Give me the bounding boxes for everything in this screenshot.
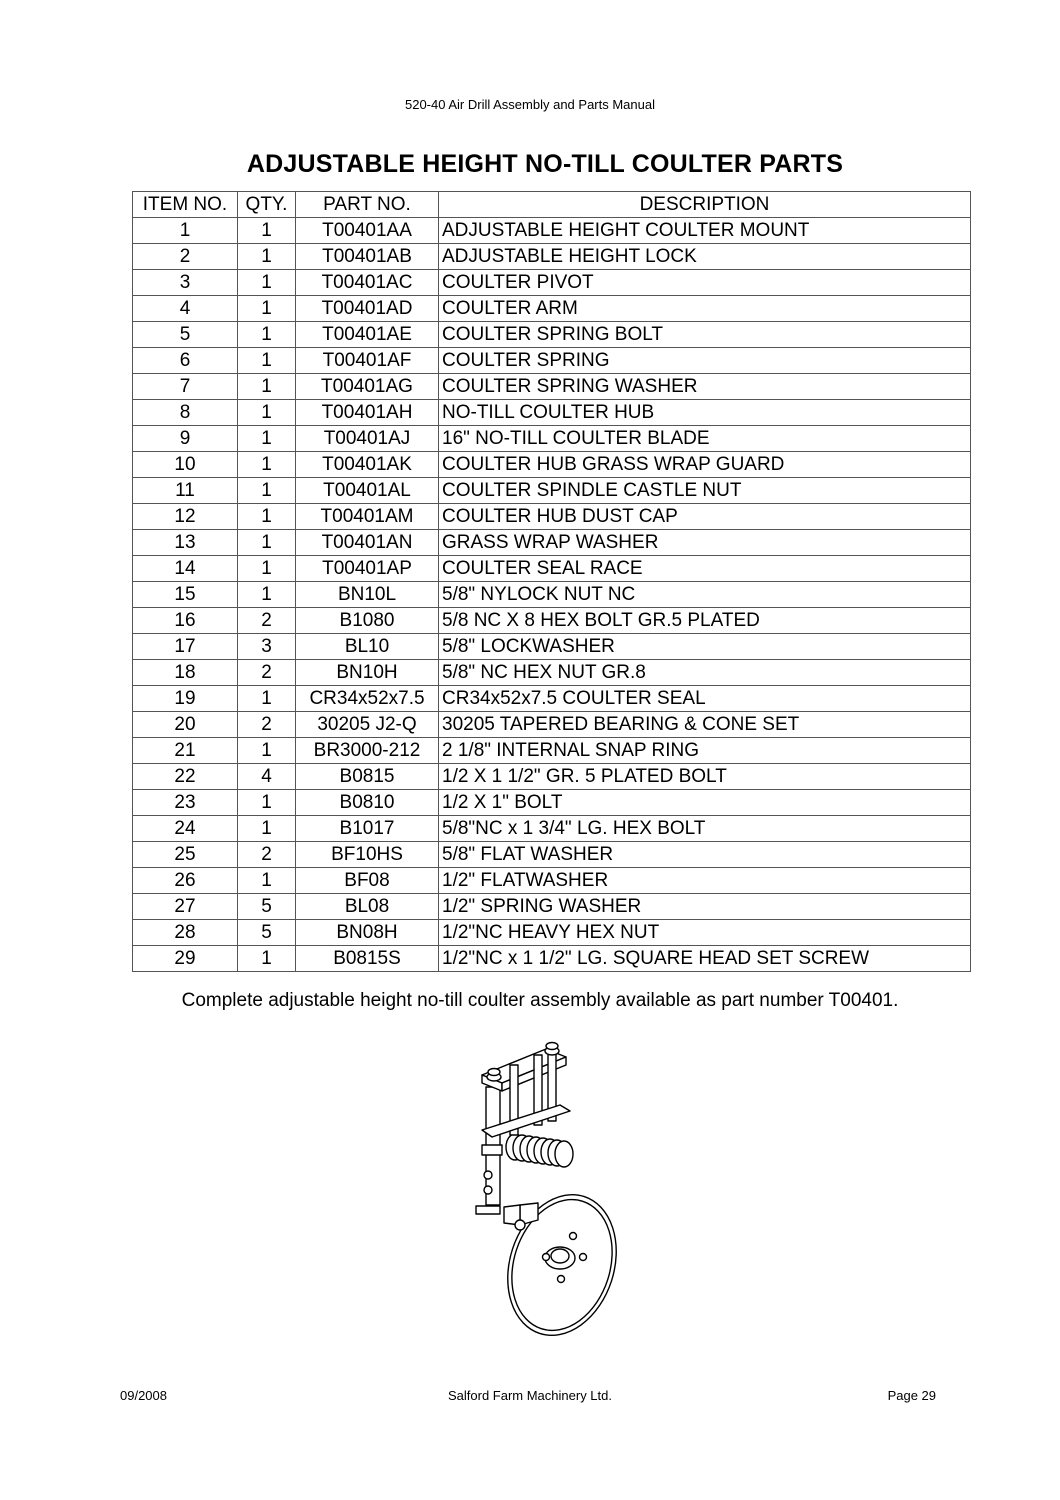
qty-cell: 1	[238, 504, 296, 530]
col-qty: QTY.	[238, 192, 296, 218]
part-no-cell: BN10L	[296, 582, 439, 608]
part-no-cell: B0815	[296, 764, 439, 790]
table-row	[133, 400, 971, 426]
part-no-cell: T00401AG	[296, 374, 439, 400]
coulter-spring-illustration	[506, 1134, 573, 1167]
description-cell: COULTER HUB GRASS WRAP GUARD	[439, 452, 971, 478]
description-cell: 5/8" NC HEX NUT GR.8	[439, 660, 971, 686]
description-cell: 5/8" NYLOCK NUT NC	[439, 582, 971, 608]
table-row	[133, 322, 971, 348]
item-no-cell: 27	[133, 894, 238, 920]
footer-page-number: Page 29	[887, 1388, 936, 1403]
description-cell: 30205 TAPERED BEARING & CONE SET	[439, 712, 971, 738]
item-no-cell: 11	[133, 478, 238, 504]
table-row	[133, 660, 971, 686]
item-no-cell: 23	[133, 790, 238, 816]
description-cell: NO-TILL COULTER HUB	[439, 400, 971, 426]
description-cell: COULTER ARM	[439, 296, 971, 322]
item-no-cell: 16	[133, 608, 238, 634]
description-cell: 5/8"NC x 1 3/4" LG. HEX BOLT	[439, 816, 971, 842]
table-row	[133, 608, 971, 634]
description-cell: COULTER PIVOT	[439, 270, 971, 296]
table-row	[133, 452, 971, 478]
qty-cell: 4	[238, 764, 296, 790]
table-row	[133, 582, 971, 608]
table-row	[133, 374, 971, 400]
table-row	[133, 244, 971, 270]
qty-cell: 2	[238, 712, 296, 738]
table-row	[133, 426, 971, 452]
part-no-cell: BF10HS	[296, 842, 439, 868]
qty-cell: 1	[238, 582, 296, 608]
table-row	[133, 738, 971, 764]
description-cell: 5/8" FLAT WASHER	[439, 842, 971, 868]
qty-cell: 1	[238, 218, 296, 244]
qty-cell: 1	[238, 478, 296, 504]
part-no-cell: B1017	[296, 816, 439, 842]
item-no-cell: 4	[133, 296, 238, 322]
part-no-cell: T00401AH	[296, 400, 439, 426]
item-no-cell: 19	[133, 686, 238, 712]
part-no-cell: T00401AJ	[296, 426, 439, 452]
item-no-cell: 18	[133, 660, 238, 686]
table-header-row	[133, 192, 971, 218]
description-cell: CR34x52x7.5 COULTER SEAL	[439, 686, 971, 712]
parts-table-body	[133, 218, 971, 972]
item-no-cell: 21	[133, 738, 238, 764]
item-no-cell: 9	[133, 426, 238, 452]
description-cell: 5/8" LOCKWASHER	[439, 634, 971, 660]
qty-cell: 1	[238, 556, 296, 582]
qty-cell: 2	[238, 608, 296, 634]
col-description: DESCRIPTION	[439, 192, 971, 218]
qty-cell: 1	[238, 244, 296, 270]
description-cell: ADJUSTABLE HEIGHT COULTER MOUNT	[439, 218, 971, 244]
part-no-cell: T00401AD	[296, 296, 439, 322]
item-no-cell: 22	[133, 764, 238, 790]
table-row	[133, 634, 971, 660]
part-no-cell: T00401AP	[296, 556, 439, 582]
part-no-cell: BF08	[296, 868, 439, 894]
part-no-cell: T00401AE	[296, 322, 439, 348]
qty-cell: 1	[238, 790, 296, 816]
manual-header: 520-40 Air Drill Assembly and Parts Manual	[404, 97, 655, 112]
footer-date: 09/2008	[120, 1388, 167, 1403]
table-row	[133, 816, 971, 842]
item-no-cell: 5	[133, 322, 238, 348]
coulter-assembly-drawing	[460, 1035, 630, 1340]
table-row	[133, 348, 971, 374]
table-row	[133, 556, 971, 582]
description-cell: 16" NO-TILL COULTER BLADE	[439, 426, 971, 452]
part-no-cell: BR3000-212	[296, 738, 439, 764]
footer-company: Salford Farm Machinery Ltd.	[447, 1388, 612, 1403]
item-no-cell: 14	[133, 556, 238, 582]
description-cell: ADJUSTABLE HEIGHT LOCK	[439, 244, 971, 270]
assembly-note: Complete adjustable height no-till coulter assembly available as part number T00401.	[181, 990, 899, 1011]
table-row	[133, 686, 971, 712]
part-no-cell: BN08H	[296, 920, 439, 946]
table-row	[133, 764, 971, 790]
qty-cell: 1	[238, 400, 296, 426]
part-no-cell: BL10	[296, 634, 439, 660]
qty-cell: 1	[238, 686, 296, 712]
part-no-cell: CR34x52x7.5	[296, 686, 439, 712]
table-row	[133, 712, 971, 738]
qty-cell: 1	[238, 374, 296, 400]
description-cell: COULTER SPRING BOLT	[439, 322, 971, 348]
item-no-cell: 25	[133, 842, 238, 868]
description-cell: COULTER SPRING	[439, 348, 971, 374]
qty-cell: 2	[238, 660, 296, 686]
qty-cell: 3	[238, 634, 296, 660]
qty-cell: 5	[238, 920, 296, 946]
item-no-cell: 20	[133, 712, 238, 738]
description-cell: COULTER SPINDLE CASTLE NUT	[439, 478, 971, 504]
qty-cell: 1	[238, 738, 296, 764]
qty-cell: 1	[238, 322, 296, 348]
item-no-cell: 26	[133, 868, 238, 894]
item-no-cell: 17	[133, 634, 238, 660]
qty-cell: 1	[238, 296, 296, 322]
item-no-cell: 29	[133, 946, 238, 972]
description-cell: 5/8 NC X 8 HEX BOLT GR.5 PLATED	[439, 608, 971, 634]
col-item-no: ITEM NO.	[133, 192, 238, 218]
part-no-cell: T00401AC	[296, 270, 439, 296]
col-part-no: PART NO.	[296, 192, 439, 218]
table-row	[133, 920, 971, 946]
part-no-cell: T00401AL	[296, 478, 439, 504]
item-no-cell: 10	[133, 452, 238, 478]
qty-cell: 1	[238, 270, 296, 296]
part-no-cell: T00401AN	[296, 530, 439, 556]
description-cell: 1/2" FLATWASHER	[439, 868, 971, 894]
description-cell: 1/2 X 1" BOLT	[439, 790, 971, 816]
table-row	[133, 946, 971, 972]
part-no-cell: T00401AF	[296, 348, 439, 374]
item-no-cell: 3	[133, 270, 238, 296]
qty-cell: 1	[238, 816, 296, 842]
description-cell: GRASS WRAP WASHER	[439, 530, 971, 556]
page-title: ADJUSTABLE HEIGHT NO-TILL COULTER PARTS	[246, 150, 844, 178]
description-cell: 1/2"NC x 1 1/2" LG. SQUARE HEAD SET SCREW	[439, 946, 971, 972]
description-cell: 1/2 X 1 1/2" GR. 5 PLATED BOLT	[439, 764, 971, 790]
table-row	[133, 504, 971, 530]
qty-cell: 1	[238, 530, 296, 556]
table-row	[133, 790, 971, 816]
description-cell: 1/2" SPRING WASHER	[439, 894, 971, 920]
part-no-cell: B0810	[296, 790, 439, 816]
table-row	[133, 530, 971, 556]
qty-cell: 1	[238, 946, 296, 972]
description-cell: COULTER SPRING WASHER	[439, 374, 971, 400]
part-no-cell: BL08	[296, 894, 439, 920]
qty-cell: 5	[238, 894, 296, 920]
description-cell: COULTER HUB DUST CAP	[439, 504, 971, 530]
table-row	[133, 270, 971, 296]
table-row	[133, 842, 971, 868]
item-no-cell: 15	[133, 582, 238, 608]
part-no-cell: T00401AK	[296, 452, 439, 478]
table-row	[133, 868, 971, 894]
item-no-cell: 6	[133, 348, 238, 374]
part-no-cell: T00401AM	[296, 504, 439, 530]
qty-cell: 1	[238, 348, 296, 374]
part-no-cell: T00401AA	[296, 218, 439, 244]
part-no-cell: B1080	[296, 608, 439, 634]
item-no-cell: 2	[133, 244, 238, 270]
table-row	[133, 296, 971, 322]
item-no-cell: 7	[133, 374, 238, 400]
item-no-cell: 28	[133, 920, 238, 946]
item-no-cell: 24	[133, 816, 238, 842]
part-no-cell: BN10H	[296, 660, 439, 686]
item-no-cell: 1	[133, 218, 238, 244]
qty-cell: 2	[238, 842, 296, 868]
table-row	[133, 894, 971, 920]
item-no-cell: 12	[133, 504, 238, 530]
table-row	[133, 478, 971, 504]
description-cell: COULTER SEAL RACE	[439, 556, 971, 582]
qty-cell: 1	[238, 426, 296, 452]
parts-table	[132, 191, 971, 972]
qty-cell: 1	[238, 868, 296, 894]
table-row	[133, 218, 971, 244]
description-cell: 1/2"NC HEAVY HEX NUT	[439, 920, 971, 946]
item-no-cell: 8	[133, 400, 238, 426]
part-no-cell: B0815S	[296, 946, 439, 972]
description-cell: 2 1/8" INTERNAL SNAP RING	[439, 738, 971, 764]
part-no-cell: 30205 J2-Q	[296, 712, 439, 738]
part-no-cell: T00401AB	[296, 244, 439, 270]
item-no-cell: 13	[133, 530, 238, 556]
qty-cell: 1	[238, 452, 296, 478]
